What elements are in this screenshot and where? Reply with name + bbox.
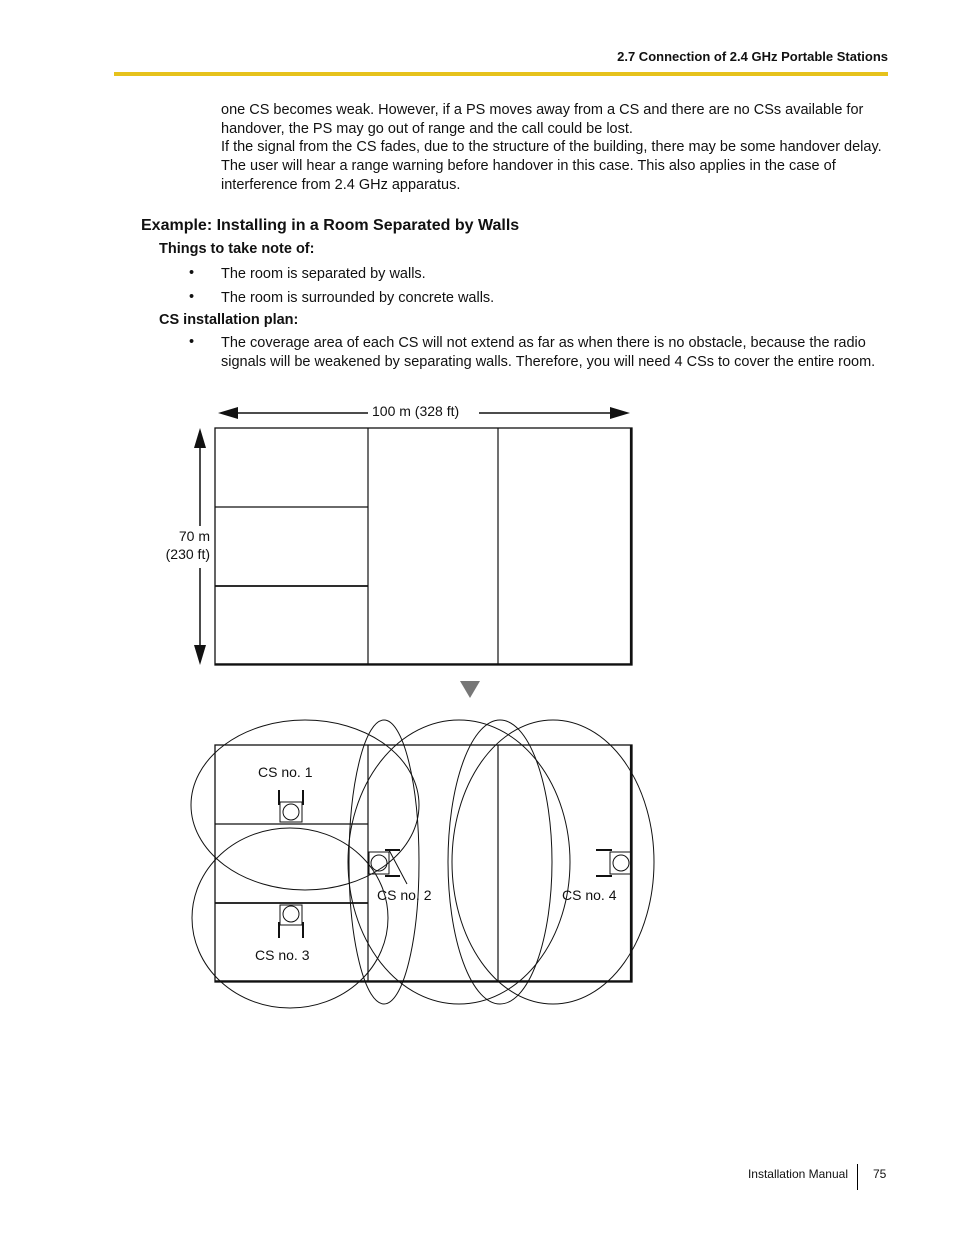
bullet-glyph: • [189,334,195,350]
coverage-area-cs4 [452,720,654,1004]
list-item: The room is separated by walls. [221,266,426,282]
bullet-glyph: • [189,289,195,305]
notes-heading: Things to take note of: [159,241,315,257]
paragraph: If the signal from the CS fades, due to the structure of the building, there may be some handover delay. The user will hear a range warning before handover in this case. This also applies in the case of interference from 2.4 GHz apparatus. [221,139,882,193]
cs-device-icon [369,850,407,884]
cs-device-icon [279,790,303,822]
bullet-glyph: • [189,265,195,281]
cs-device-icon [596,850,631,876]
cs-label: CS no. 2 [377,887,432,903]
coverage-area-cs2 [349,720,419,1004]
footer-separator [857,1164,858,1190]
header-section-title: 2.7 Connection of 2.4 GHz Portable Stations [617,49,888,64]
cs-device-icon [279,905,303,938]
list-item: The coverage area of each CS will not extend as far as when there is no obstacle, because the radio signals will be weakened by separating walls. Therefore, you will need 4 CSs to cover the entire room. [221,335,876,370]
height-label: (230 ft) [165,546,210,562]
cs-label: CS no. 1 [258,764,313,780]
page-number: 75 [873,1167,887,1181]
height-label: 70 m [178,528,210,544]
coverage-area-cs4 [448,720,552,1004]
down-arrow-icon [460,681,480,698]
plan-heading: CS installation plan: [159,312,299,328]
cs-label: CS no. 4 [562,887,617,903]
list-item: The room is surrounded by concrete walls. [221,290,495,306]
cs-label: CS no. 3 [255,947,310,963]
paragraph: one CS becomes weak. However, if a PS moves away from a CS and there are no CSs available for handover, the PS may go out of range and the call could be lost. [221,102,864,137]
section-heading: Example: Installing in a Room Separated by Walls [141,217,520,234]
width-label: 100 m (328 ft) [372,403,460,419]
footer-manual-label: Installation Manual [747,1167,848,1181]
room-plan-top [215,428,632,665]
